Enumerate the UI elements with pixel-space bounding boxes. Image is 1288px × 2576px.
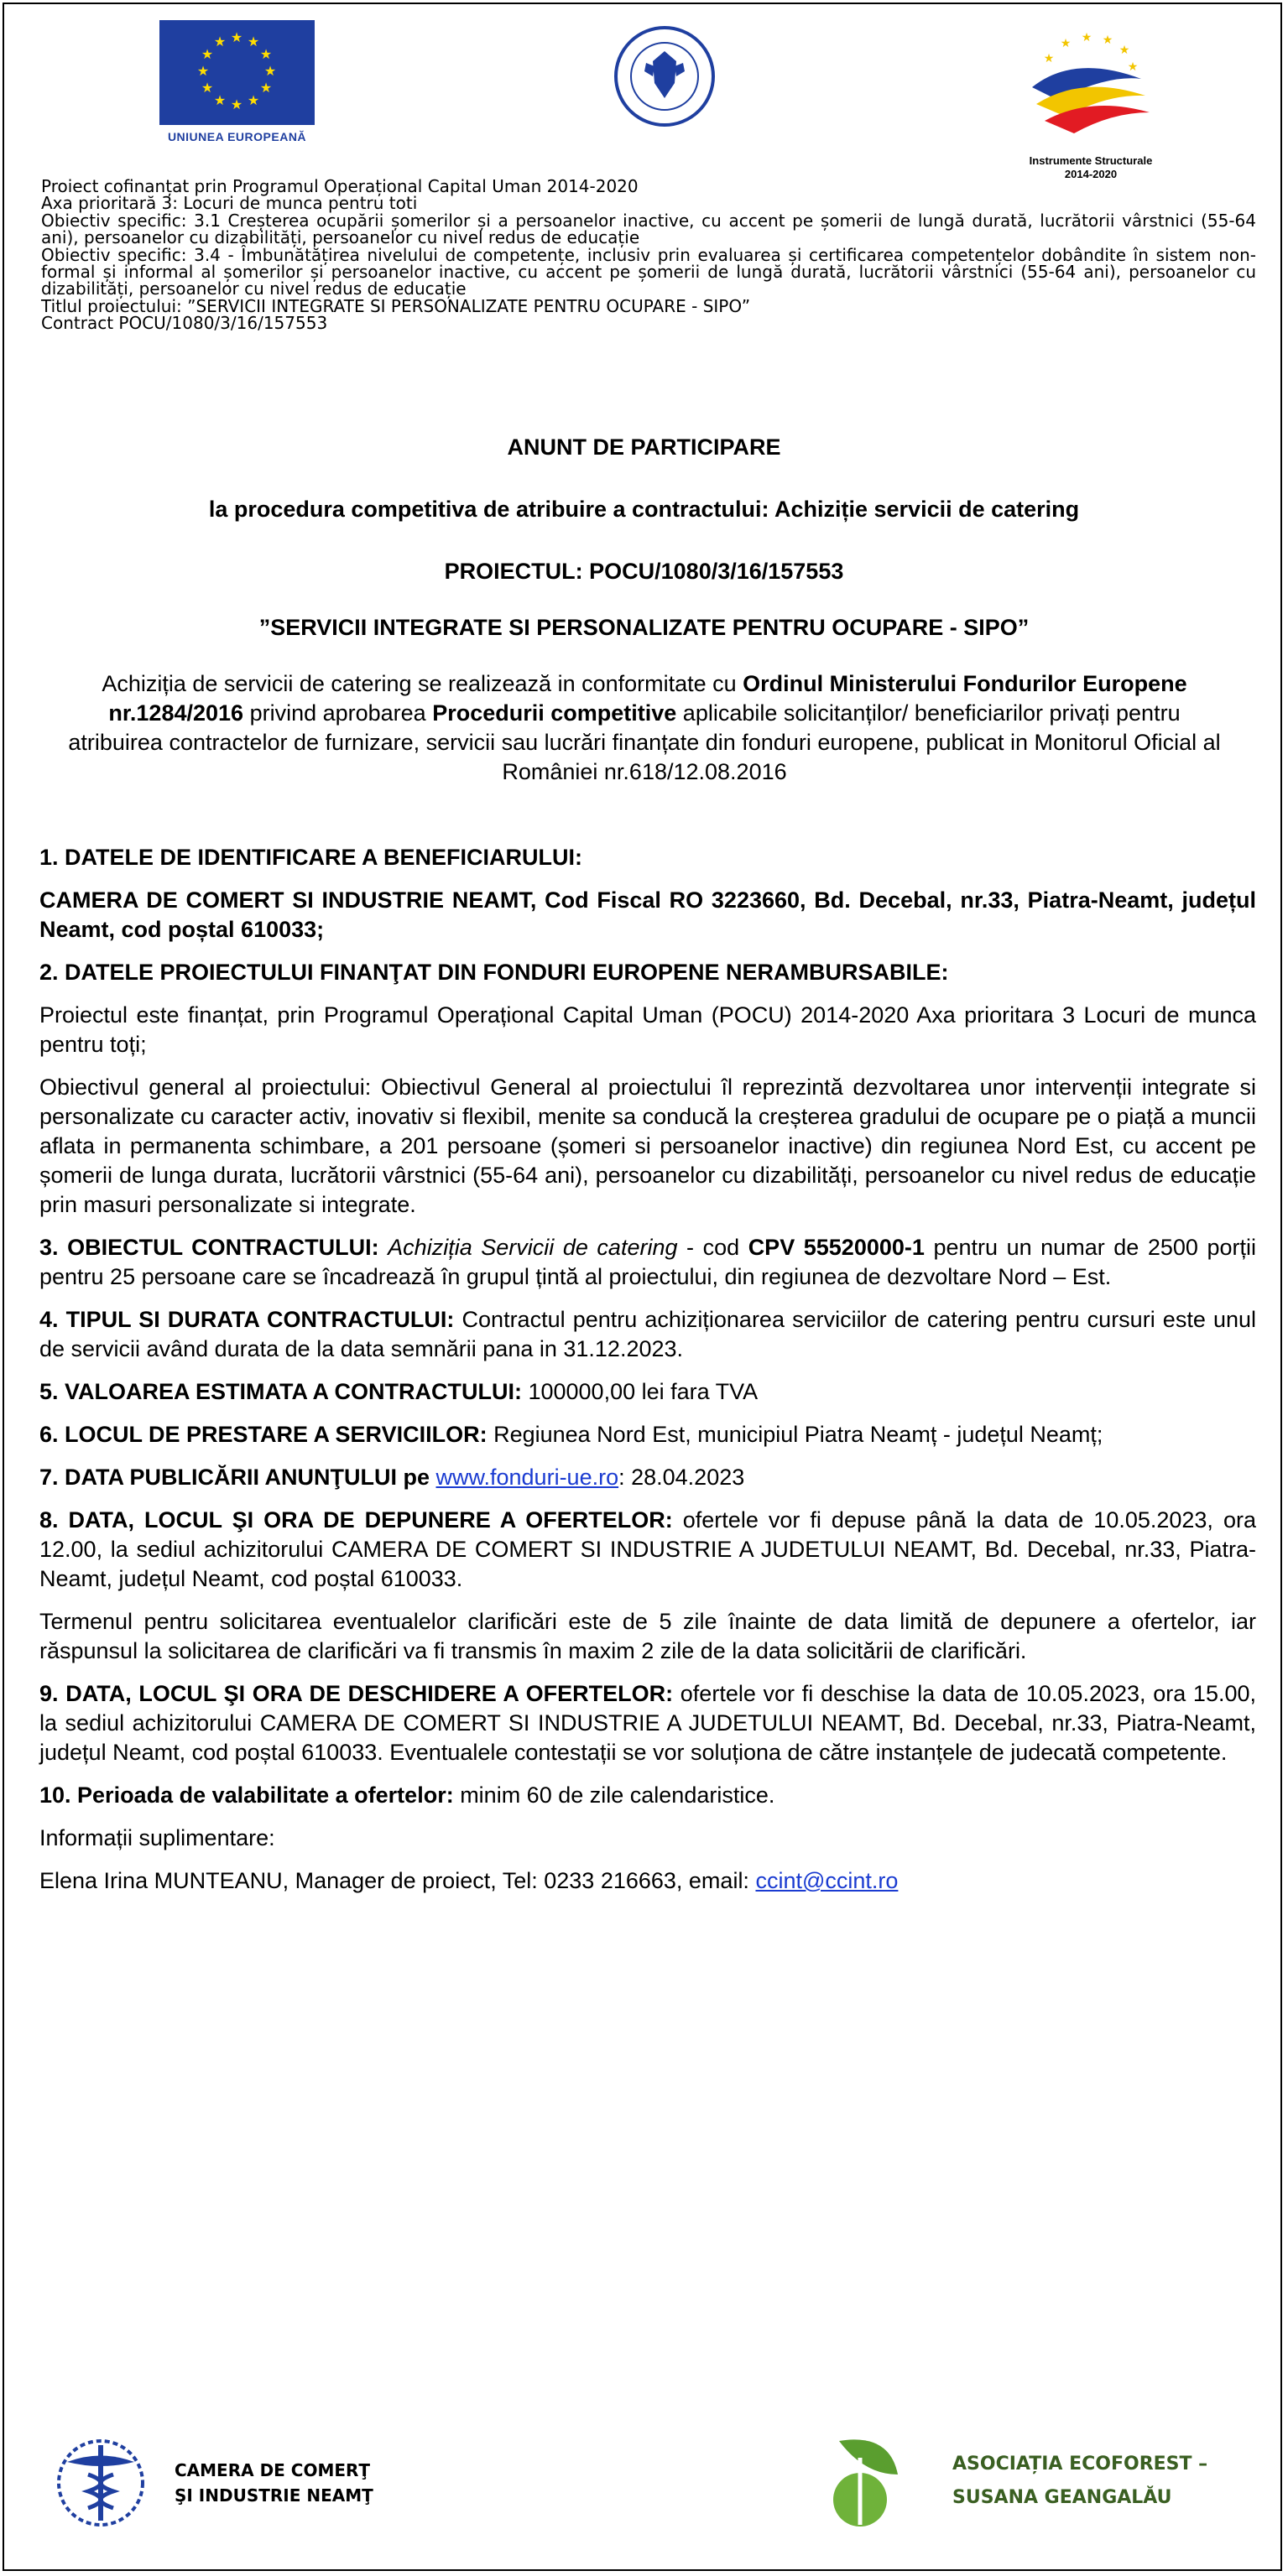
svg-text:★: ★ <box>201 80 214 96</box>
structural-instruments-caption: Instrumente Structurale 2014-2020 <box>1029 154 1153 180</box>
svg-text:★: ★ <box>1127 60 1139 74</box>
eu-logo <box>159 20 315 146</box>
section-8: 8. DATA, LOCUL ŞI ORA DE DEPUNERE A OFERTELOR: ofertele vor fi depuse până la data de 10.05.2023, ora 12.00, la sediul achizitorului CAMERA DE COMERT SI INDUSTRIE A JUDETULUI NEAMT, Bd. Decebal, nr.33, Piatra-Neamt, județul Neamt, cod poștal 610033. <box>39 1507 1256 1591</box>
section-9: 9. DATA, LOCUL ŞI ORA DE DESCHIDERE A OFERTELOR: ofertele vor fi deschise la data de 10.05.2023, ora 15.00, la sediul achizitorului CAMERA DE COMERT SI INDUSTRIE A JUDETULUI NEAMT, Bd. Decebal, nr.33, Piatra-Neamt, județul Neamt, cod poștal 610033. Eventualele contestații se vor soluționa de către instanțele de judecată competente. <box>39 1681 1256 1765</box>
svg-text:★: ★ <box>263 63 277 79</box>
eu-flag-icon <box>159 20 315 125</box>
fonduri-ue-link[interactable]: www.fonduri-ue.ro <box>435 1465 619 1490</box>
ecoforest-leaf-icon <box>814 2424 915 2542</box>
ecoforest-name: ASOCIAȚIA ECOFOREST – SUSANA GEANGALĂU <box>952 2454 1208 2508</box>
svg-text:★: ★ <box>196 63 210 79</box>
svg-text:★: ★ <box>213 92 227 108</box>
meta-line: Titlul proiectului: ”SERVICII INTEGRATE SI PERSONALIZATE PENTRU OCUPARE - SIPO” <box>41 295 751 316</box>
contact-line: Elena Irina MUNTEANU, Manager de proiect, Tel: 0233 216663, email: ccint@ccint.ro <box>39 1868 899 1893</box>
document-body <box>39 843 1256 1909</box>
svg-text:★: ★ <box>259 80 273 96</box>
meta-line: Proiect cofinanțat prin Programul Operațional Capital Uman 2014-2020 <box>41 176 639 196</box>
beneficiary-identification: CAMERA DE COMERT SI INDUSTRIE NEAMT, Cod Fiscal RO 3223660, Bd. Decebal, nr.33, Piatra-Neamt, județul Neamt, cod poștal 610033; <box>39 887 1256 942</box>
ecoforest-logo <box>814 2424 1284 2542</box>
eu-caption: UNIUNEA EUROPEANĂ <box>167 130 307 143</box>
project-name-title: ”SERVICII INTEGRATE SI PERSONALIZATE PENTRU OCUPARE - SIPO” <box>258 615 1030 640</box>
objective-paragraph: Obiectivul general al proiectului: Obiectivul General al proiectului îl reprezintă dezvoltarea unor intervenții integrate si personalizate cu caracter activ, inovativ si flexibil, menite sa conducă la creșterea gradului de ocupare pe o piață a muncii aflata in permanenta schimbare, a 201 persoane (șomeri si persoanelor inactive) din regiunea Nord Est, cu accent pe șomerii de lunga durata, lucrătorii vârstnici (55-64 ani), persoanelor cu dizabilități, persoanelor cu nivel redus de educație prin masuri personalizate si integrate. <box>39 1075 1256 1217</box>
section-2-heading: 2. DATELE PROIECTULUI FINANŢAT DIN FONDURI EUROPENE NERAMBURSABILE: <box>39 960 949 985</box>
ccin-name: CAMERA DE COMERŢ ŞI INDUSTRIE NEAMŢ <box>175 2460 373 2506</box>
svg-text:★: ★ <box>230 96 243 112</box>
funding-paragraph: Proiectul este finanțat, prin Programul Operațional Capital Uman (POCU) 2014-2020 Axa prioritara 3 Locuri de munca pentru toți; <box>39 1002 1256 1057</box>
section-1-heading: 1. DATELE DE IDENTIFICARE A BENEFICIARULUI: <box>39 845 583 870</box>
meta-line: Obiectiv specific: 3.1 Creșterea ocupării șomerilor și a persoanelor inactive, cu accent pe șomerii de lungă durată, lucrătorii vârstnici (55-64 ani), persoanelor cu dizabilități, persoanelor cu nivel redus de educație <box>41 210 1256 248</box>
svg-text:★: ★ <box>1102 34 1113 47</box>
caduceus-icon <box>50 2433 151 2533</box>
announcement-title: ANUNT DE PARTICIPARE <box>507 435 781 460</box>
project-meta <box>41 178 1256 332</box>
intro-paragraph: Achiziția de servicii de catering se realizează in conformitate cu Ordinul Ministerului Fondurilor Europene nr.1284/2016 privind aprobarea Procedurii competitive aplicabile solicitanților/ beneficiarilor privați pentru atribuirea contractelor de furnizare, servicii sau lucrări finanțate din fonduri europene, publicat in Monitorul Oficial al României nr.618/12.08.2016 <box>68 671 1221 784</box>
section-7: 7. DATA PUBLICĂRII ANUNŢULUI pe www.fonduri-ue.ro: 28.04.2023 <box>39 1465 745 1490</box>
section-4: 4. TIPUL SI DURATA CONTRACTULUI: Contractul pentru achiziționarea serviciilor de catering pentru cursuri este unul de servicii având durata de la data semnării pana in 31.12.2023. <box>39 1307 1256 1361</box>
section-10: 10. Perioada de valabilitate a ofertelor: minim 60 de zile calendaristice. <box>39 1782 775 1808</box>
ccin-logo <box>50 2433 520 2533</box>
procedure-title: la procedura competitiva de atribuire a contractului: Achiziție servicii de catering <box>208 497 1080 522</box>
meta-line: Obiectiv specific: 3.4 - Îmbunătățirea nivelului de competențe, inclusiv prin evaluarea și certificarea competențelor dobândite în sistem non-formal și informal al șomerilor și persoanelor inactive, cu accent pe șomerii de lungă durată, lucrătorii vârstnici (55-64 ani), persoanelor cu dizabilități, persoanelor cu nivel redus de educație <box>41 244 1256 299</box>
svg-text:★: ★ <box>1060 37 1072 50</box>
email-link[interactable]: ccint@ccint.ro <box>755 1868 899 1893</box>
svg-text:★: ★ <box>1043 52 1055 65</box>
svg-text:★: ★ <box>1081 31 1092 44</box>
section-3: 3. OBIECTUL CONTRACTULUI: Achiziția Servicii de catering - cod CPV 55520000-1 pentru un numar de 2500 porții pentru 25 persoane care se încadrează în grupul țintă al proiectului, din regiunea de dezvoltare Nord – Est. <box>39 1235 1256 1289</box>
svg-text:★: ★ <box>259 46 273 62</box>
additional-info-heading: Informații suplimentare: <box>39 1825 275 1850</box>
svg-text:★: ★ <box>247 34 260 49</box>
section-6: 6. LOCUL DE PRESTARE A SERVICIILOR: Regiunea Nord Est, municipiul Piatra Neamț - județul Neamț; <box>39 1422 1103 1447</box>
svg-text:★: ★ <box>247 92 260 108</box>
svg-text:★: ★ <box>1119 44 1130 57</box>
svg-text:★: ★ <box>213 34 227 49</box>
header-logos <box>0 20 1288 180</box>
project-code-title: PROIECTUL: POCU/1080/3/16/157553 <box>444 559 844 584</box>
svg-text:★: ★ <box>201 46 214 62</box>
meta-line: Axa prioritară 3: Locuri de munca pentru toti <box>41 193 418 214</box>
government-seal-icon <box>613 24 717 129</box>
section-5: 5. VALOAREA ESTIMATA A CONTRACTULUI: 100000,00 lei fara TVA <box>39 1379 759 1404</box>
clarifications-paragraph: Termenul pentru solicitarea eventualelor clarificări este de 5 zile înainte de data limită de depunere a ofertelor, iar răspunsul la solicitarea de clarificări va fi transmis în maxim 2 zile de la data solicitării de clarificări. <box>39 1609 1256 1663</box>
svg-text:★: ★ <box>230 29 243 45</box>
meta-line: Contract POCU/1080/3/16/157553 <box>41 313 328 334</box>
